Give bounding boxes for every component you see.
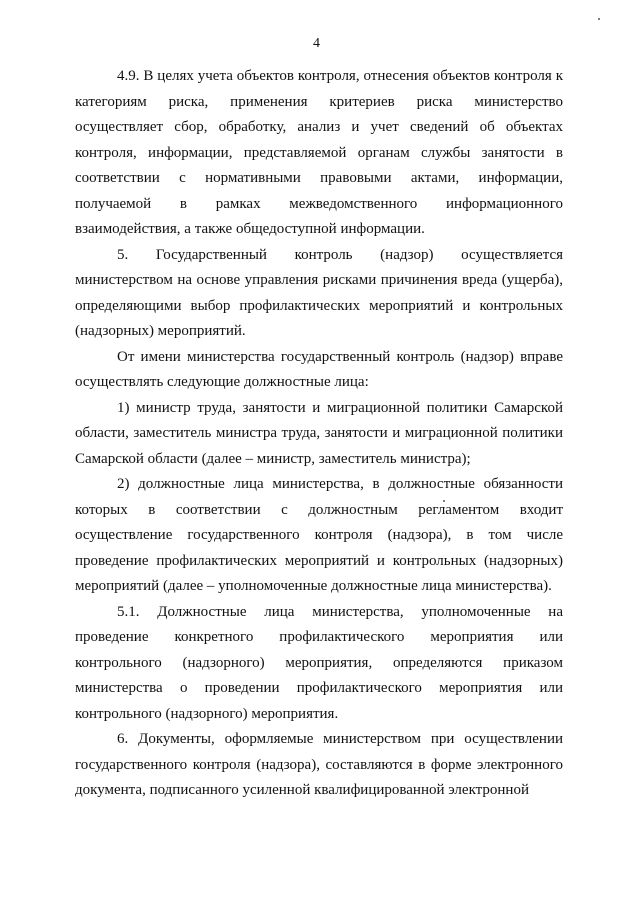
document-body xyxy=(75,64,563,804)
paragraph-5: 5. Государственный контроль (надзор) осуществляется министерством на основе управления рисками причинения вреда (ущерба), определяющими выбор профилактических мероприятий и контрольных (надзорных) мероприятий. xyxy=(75,246,563,339)
page-number: 4 xyxy=(313,36,320,51)
paragraph-5-1: 5.1. Должностные лица министерства, уполномоченные на проведение конкретного профилактического мероприятия или контрольного (надзорного) мероприятия, определяются приказом министерства о проведении профилактического мероприятия или контрольного (надзорного) мероприятия. xyxy=(75,603,563,722)
paragraph-4-9: 4.9. В целях учета объектов контроля, отнесения объектов контроля к категориям риска, применения критериев риска министерство осуществляет сбор, обработку, анализ и учет сведений об объектах контроля, информации, представляемой органам службы занятости в соответствии с нормативными правовыми актами, информации, получаемой в рамках межведомственного информационного взаимодействия, а также общедоступной информации. xyxy=(75,68,563,237)
paragraph-6: 6. Документы, оформляемые министерством при осуществлении государственного контроля (надзора), составляются в форме электронного документа, подписанного усиленной квалифицированной электронной xyxy=(75,731,563,798)
paragraph-item-2: 2) должностные лица министерства, в должностные обязанности которых в соответствии с должностным регламентом входит осуществление государственного контроля (надзора), в том числе проведение профилактических мероприятий и контрольных (надзорных) мероприятий (далее – уполномоченные должностные лица министерства). xyxy=(75,476,563,594)
scan-speck xyxy=(598,18,600,20)
paragraph-officials-intro: От имени министерства государственный контроль (надзор) вправе осуществлять следующие должностные лица: xyxy=(75,348,563,390)
paragraph-item-1: 1) министр труда, занятости и миграционной политики Самарской области, заместитель министра труда, занятости и миграционной политики Самарской области (далее – министр, заместитель министра); xyxy=(75,399,563,467)
scan-speck xyxy=(443,500,445,502)
